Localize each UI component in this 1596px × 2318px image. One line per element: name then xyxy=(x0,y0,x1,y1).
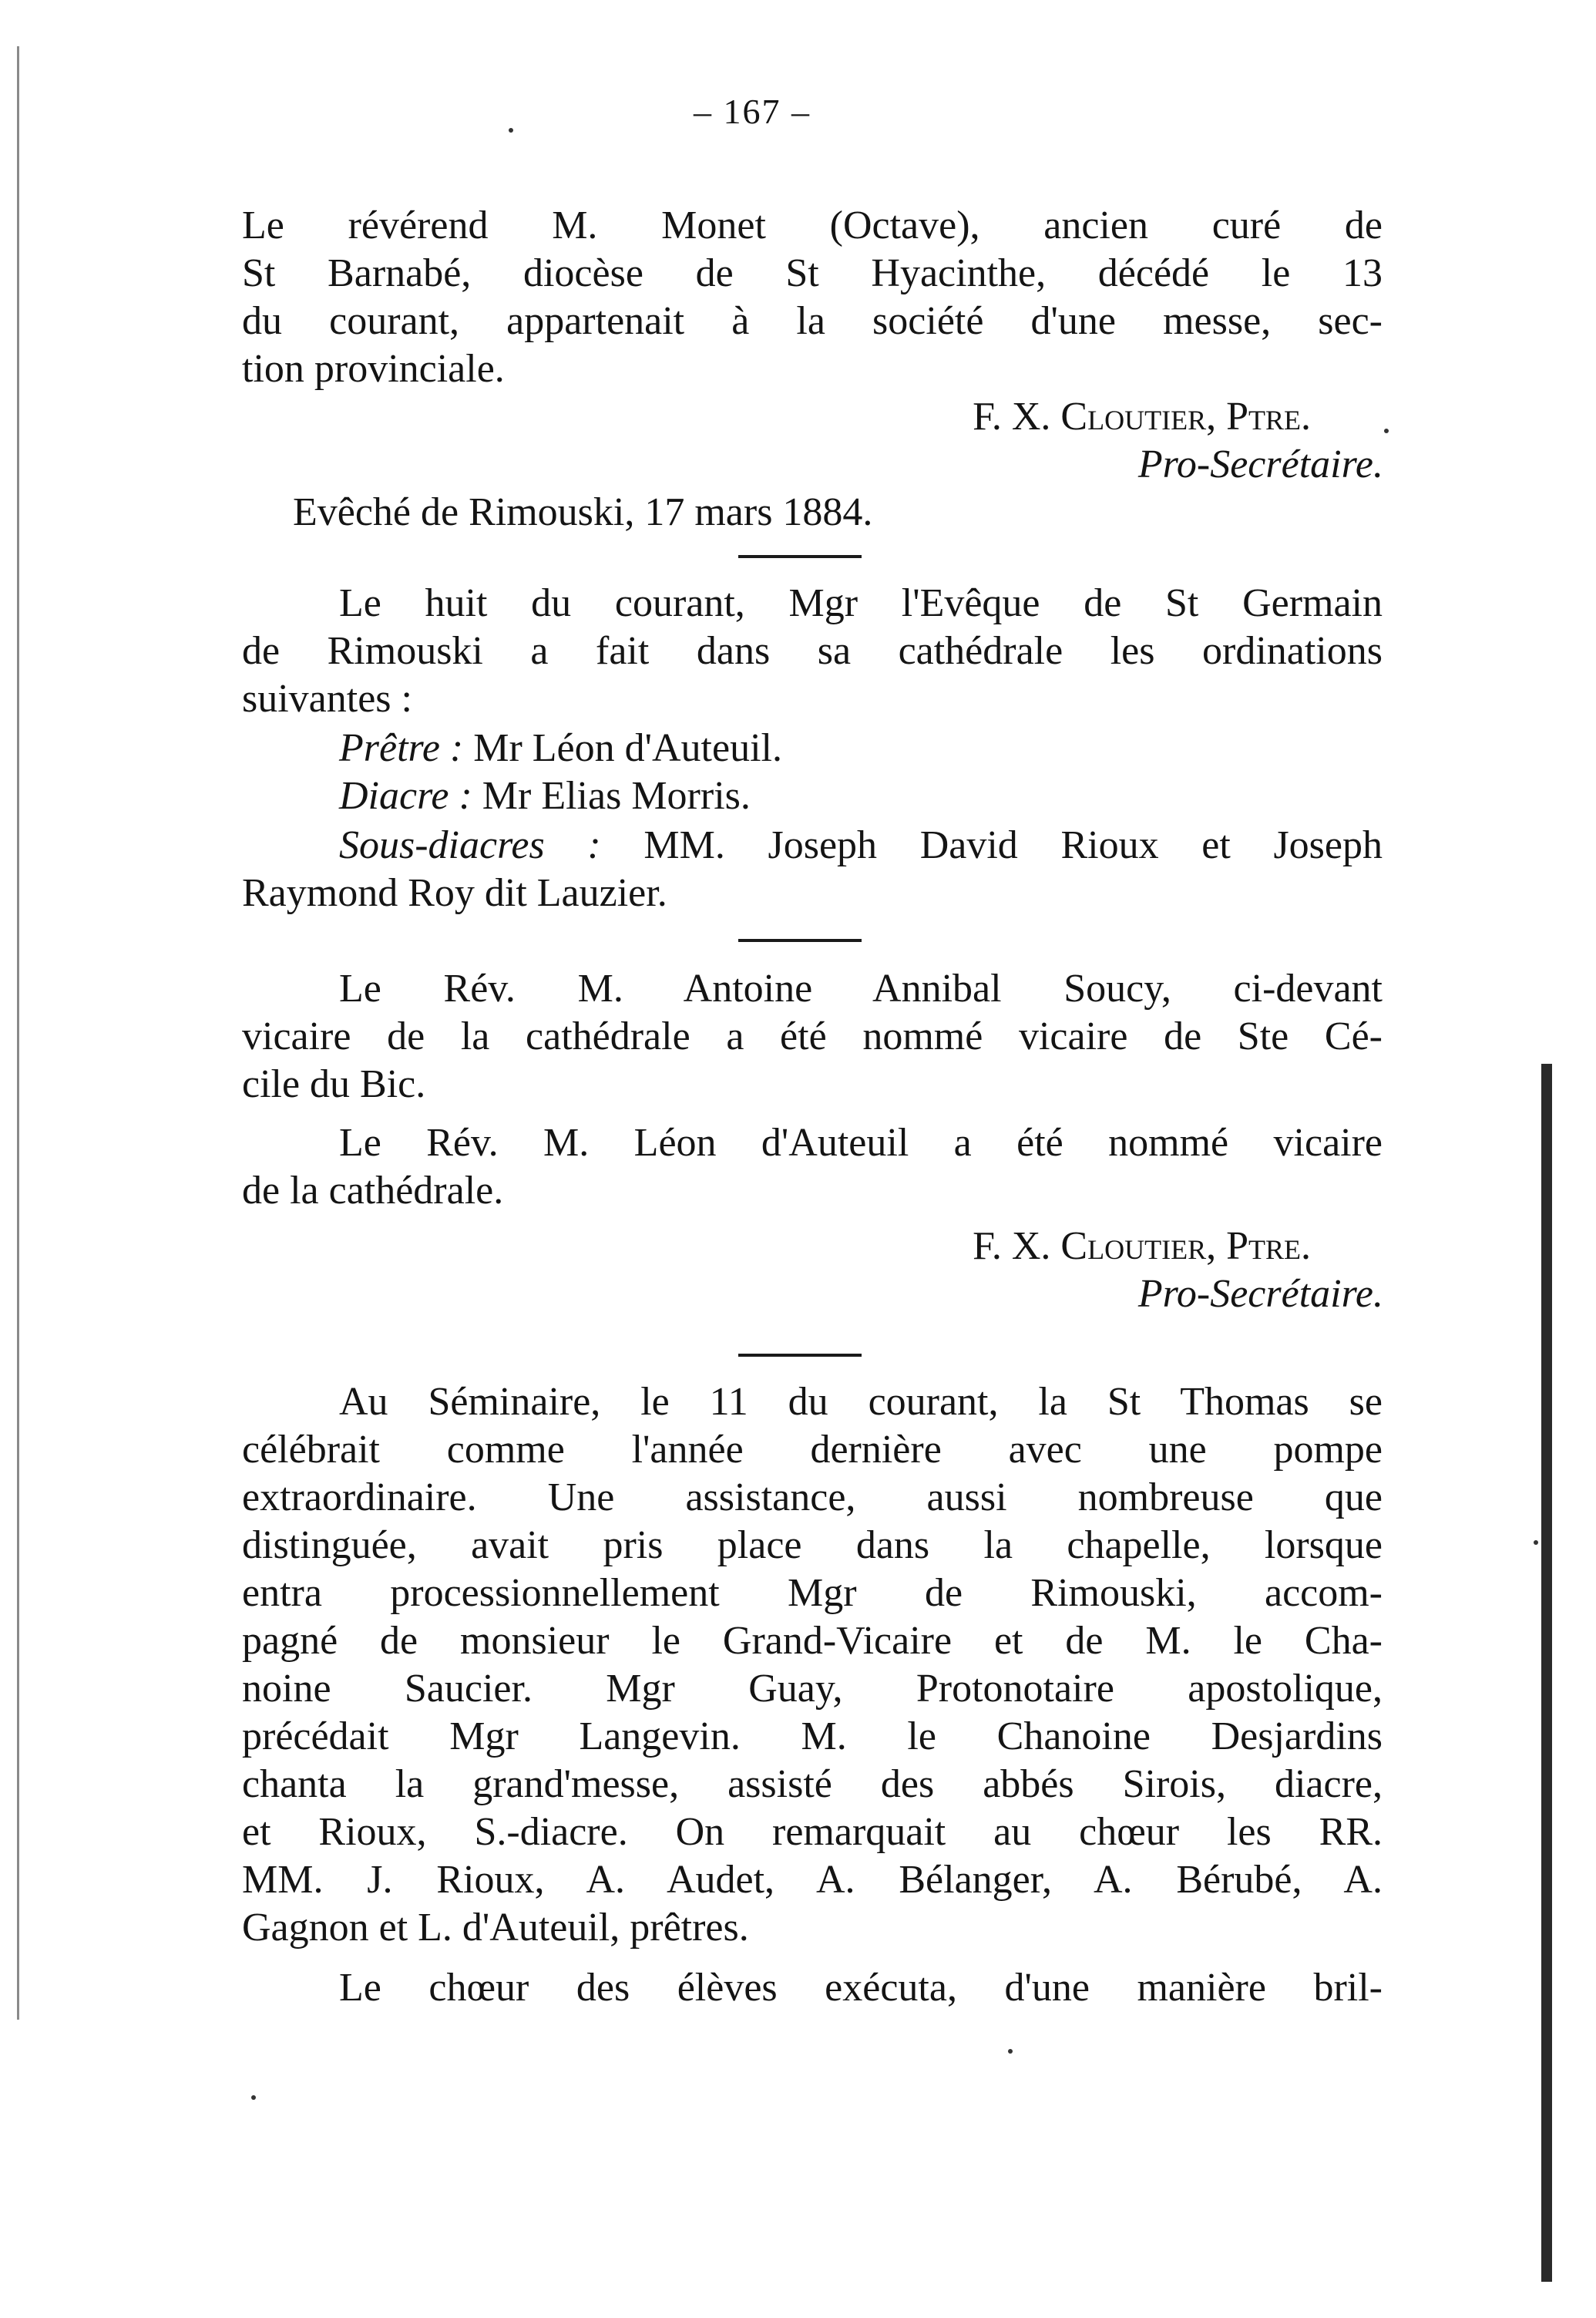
body-line: pagné de monsieur le Grand-Vicaire et de M. le Cha- xyxy=(242,1619,1383,1663)
ordination-label: Diacre : xyxy=(339,774,472,818)
ordination-names: MM. Joseph David Rioux et Joseph xyxy=(643,823,1383,867)
body-line: du courant, appartenait à la société d'une messe, sec- xyxy=(242,299,1383,343)
scan-speck xyxy=(1384,429,1389,433)
ordination-names: Mr Léon d'Auteuil. xyxy=(473,726,782,770)
body-line: chanta la grand'messe, assisté des abbés Sirois, diacre, xyxy=(242,1762,1383,1806)
scan-border-right xyxy=(1541,1064,1552,2282)
body-line: Raymond Roy dit Lauzier. xyxy=(242,871,667,915)
body-line: de la cathédrale. xyxy=(242,1169,504,1213)
body-line: Le chœur des élèves exécuta, d'une manière bril- xyxy=(339,1966,1383,2010)
signature-title: Pro-Secrétaire. xyxy=(1137,1272,1383,1316)
ordination-line xyxy=(339,772,751,820)
separator-rule xyxy=(738,1354,862,1357)
body-line: Gagnon et L. d'Auteuil, prêtres. xyxy=(242,1906,749,1950)
ordination-names: Mr Elias Morris. xyxy=(482,774,751,818)
scan-border-left xyxy=(17,46,19,2020)
body-line: noine Saucier. Mgr Guay, Protonotaire apostolique, xyxy=(242,1667,1383,1711)
body-line: Le Rév. M. Léon d'Auteuil a été nommé vicaire xyxy=(339,1121,1383,1165)
body-line: Le révérend M. Monet (Octave), ancien curé de xyxy=(242,204,1383,247)
signature-name: F. X. Cloutier, Ptre. xyxy=(973,395,1311,439)
body-line: suivantes : xyxy=(242,677,412,721)
separator-rule xyxy=(738,555,862,558)
body-line: entra processionnellement Mgr de Rimouski, accom- xyxy=(242,1571,1383,1615)
signature-name: F. X. Cloutier, Ptre. xyxy=(973,1224,1311,1268)
body-line: Le Rév. M. Antoine Annibal Soucy, ci-devant xyxy=(339,967,1383,1011)
place-date: Evêché de Rimouski, 17 mars 1884. xyxy=(293,490,873,534)
body-line: tion provinciale. xyxy=(242,347,505,391)
body-line: Le huit du courant, Mgr l'Evêque de St Germain xyxy=(339,581,1383,625)
body-line: et Rioux, S.-diacre. On remarquait au chœur les RR. xyxy=(242,1810,1383,1854)
ordination-label: Sous-diacres : xyxy=(339,823,601,867)
body-line: MM. J. Rioux, A. Audet, A. Bélanger, A. Bérubé, A. xyxy=(242,1858,1383,1902)
body-line: extraordinaire. Une assistance, aussi nombreuse que xyxy=(242,1475,1383,1519)
ordination-line xyxy=(339,822,1383,870)
separator-rule xyxy=(738,939,862,942)
body-line: St Barnabé, diocèse de St Hyacinthe, décédé le 13 xyxy=(242,251,1383,295)
scan-speck xyxy=(509,128,513,133)
scan-speck xyxy=(1008,2049,1013,2054)
body-line: de Rimouski a fait dans sa cathédrale les ordinations xyxy=(242,629,1383,673)
signature-title: Pro-Secrétaire. xyxy=(1137,442,1383,486)
body-line: cile du Bic. xyxy=(242,1062,426,1106)
body-line: précédait Mgr Langevin. M. le Chanoine Desjardins xyxy=(242,1714,1383,1758)
body-line: vicaire de la cathédrale a été nommé vicaire de Ste Cé- xyxy=(242,1014,1383,1058)
page-number: – 167 – xyxy=(694,92,811,131)
body-line: célébrait comme l'année dernière avec une pompe xyxy=(242,1428,1383,1472)
scan-speck xyxy=(251,2095,256,2100)
body-line: distinguée, avait pris place dans la chapelle, lorsque xyxy=(242,1523,1383,1567)
ordination-label: Prêtre : xyxy=(339,726,464,770)
ordination-line xyxy=(339,725,782,772)
scan-speck xyxy=(1534,1540,1538,1545)
body-line: Au Séminaire, le 11 du courant, la St Thomas se xyxy=(339,1380,1383,1424)
